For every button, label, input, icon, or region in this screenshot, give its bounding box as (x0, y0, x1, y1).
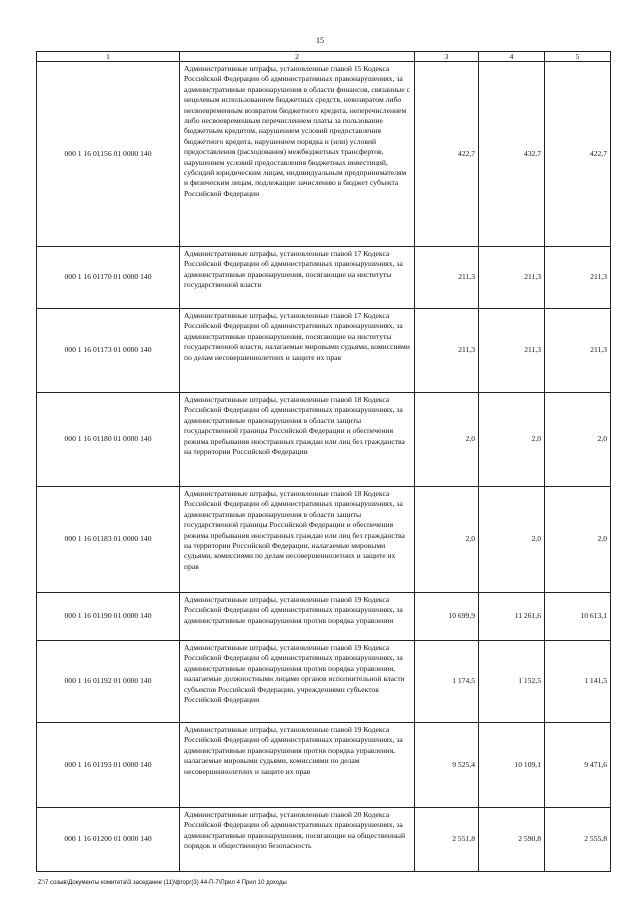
row-value-col3: 2 551,8 (415, 808, 479, 872)
row-value-col5: 2,0 (545, 393, 611, 487)
row-value-col3: 211,3 (415, 247, 479, 309)
row-value-col3: 10 699,9 (415, 593, 479, 641)
row-description: Административные штрафы, установленные главой 20 Кодекса Российской Федерации об административных правонарушениях, за административные правонарушения, посягающие на общественный порядок и общественную безопасность (180, 808, 415, 872)
table-header-row (37, 52, 611, 62)
revenue-table (36, 51, 611, 872)
row-code: 000 1 16 01193 01 0000 140 (37, 723, 180, 808)
row-value-col4: 211,3 (479, 247, 545, 309)
row-code: 000 1 16 01192 01 0000 140 (37, 641, 180, 723)
row-value-col5: 1 141,5 (545, 641, 611, 723)
row-value-col3: 2,0 (415, 487, 479, 593)
row-description: Административные штрафы, установленные главой 17 Кодекса Российской Федерации об административных правонарушениях, за административные правонарушения, посягающие на институты государственной власти, налагаемые мировыми судьями, комиссиями по делам несовершеннолетних и защите их прав (180, 309, 415, 393)
row-value-col5: 422,7 (545, 62, 611, 247)
row-value-col4: 211,3 (479, 309, 545, 393)
row-value-col3: 9 525,4 (415, 723, 479, 808)
column-header-3: 3 (415, 52, 479, 62)
row-code: 000 1 16 01173 01 0000 140 (37, 309, 180, 393)
row-code: 000 1 16 01156 01 0000 140 (37, 62, 180, 247)
table-row (37, 593, 611, 641)
page-number: 15 (316, 36, 324, 45)
row-value-col4: 11 261,6 (479, 593, 545, 641)
row-value-col4: 10 109,1 (479, 723, 545, 808)
file-path-footer: Z:\7 созыв\Документы комитета\3 заседание (11)\фгорг(3) 44-П-7\Прил 4 Прил 10 доходы (38, 880, 287, 886)
row-value-col3: 2,0 (415, 393, 479, 487)
row-value-col4: 432,7 (479, 62, 545, 247)
row-value-col4: 2 590,8 (479, 808, 545, 872)
row-value-col5: 10 613,1 (545, 593, 611, 641)
column-header-4: 4 (479, 52, 545, 62)
row-code: 000 1 16 01180 01 0000 140 (37, 393, 180, 487)
row-code: 000 1 16 01170 01 0000 140 (37, 247, 180, 309)
row-value-col5: 211,3 (545, 247, 611, 309)
column-header-5: 5 (545, 52, 611, 62)
table-row (37, 309, 611, 393)
row-code: 000 1 16 01200 01 0000 140 (37, 808, 180, 872)
row-description: Административные штрафы, установленные главой 17 Кодекса Российской Федерации об административных правонарушениях, за административные правонарушения, посягающие на институты государственной власти (180, 247, 415, 309)
column-header-2: 2 (180, 52, 415, 62)
row-description: Административные штрафы, установленные главой 18 Кодекса Российской Федерации об административных правонарушениях, за административные правонарушения в области защиты государственной границы Российской Федерации и обеспечения режима пребывания иностранных граждан или лиц без гражданства на территории Российской Федерации (180, 393, 415, 487)
row-value-col5: 2,0 (545, 487, 611, 593)
row-code: 000 1 16 01190 01 0000 140 (37, 593, 180, 641)
table-row (37, 723, 611, 808)
row-value-col4: 1 152,5 (479, 641, 545, 723)
row-description: Административные штрафы, установленные главой 19 Кодекса Российской Федерации об административных правонарушениях, за административные правонарушения против порядка управления, налагаемые должностными лицами органов исполнительной власти субъектов Российской Федерации, учреждениями субъектов Российской Федерации (180, 641, 415, 723)
table-row (37, 808, 611, 872)
row-value-col3: 1 174,5 (415, 641, 479, 723)
row-value-col5: 9 471,6 (545, 723, 611, 808)
row-description: Административные штрафы, установленные главой 15 Кодекса Российской Федерации об административных правонарушениях, за административные правонарушения в области финансов, связанные с нецелевым использованием бюджетных средств, невозвратом либо несвоевременным возвратом бюджетного кредита, неперечислением либо несвоевременным перечислением платы за пользование бюджетным кредитом, нарушением условий предоставления бюджетного кредита, нарушением порядка и (или) условий предоставления (расходования) межбюджетных трансфертов, нарушением условий предоставления бюджетных инвестиций, субсидий юридическим лицам, индивидуальным предпринимателям и физическим лицам, подлежащие зачислению в бюджет субъекта Российской Федерации (180, 62, 415, 247)
row-value-col3: 211,3 (415, 309, 479, 393)
row-description: Административные штрафы, установленные главой 19 Кодекса Российской Федерации об административных правонарушениях, за административные правонарушения против порядка управления, налагаемые мировыми судьями, комиссиями по делам несовершеннолетних и защите их прав (180, 723, 415, 808)
row-value-col4: 2,0 (479, 487, 545, 593)
row-description: Административные штрафы, установленные главой 19 Кодекса Российской Федерации об административных правонарушениях, за административные правонарушения против порядка управления (180, 593, 415, 641)
row-value-col3: 422,7 (415, 62, 479, 247)
row-value-col5: 211,3 (545, 309, 611, 393)
row-value-col4: 2,0 (479, 393, 545, 487)
table-row (37, 641, 611, 723)
table-row (37, 247, 611, 309)
column-header-1: 1 (37, 52, 180, 62)
table-row (37, 393, 611, 487)
row-code: 000 1 16 01183 01 0000 140 (37, 487, 180, 593)
table-row (37, 62, 611, 247)
table-row (37, 487, 611, 593)
row-value-col5: 2 555,8 (545, 808, 611, 872)
row-description: Административные штрафы, установленные главой 18 Кодекса Российской Федерации об административных правонарушениях, за административные правонарушения в области защиты государственной границы Российской Федерации и обеспечения режима пребывания иностранных граждан или лиц без гражданства на территории Российской Федерации, налагаемые мировыми судьями, комиссиями по делам несовершеннолетних и защите их прав (180, 487, 415, 593)
